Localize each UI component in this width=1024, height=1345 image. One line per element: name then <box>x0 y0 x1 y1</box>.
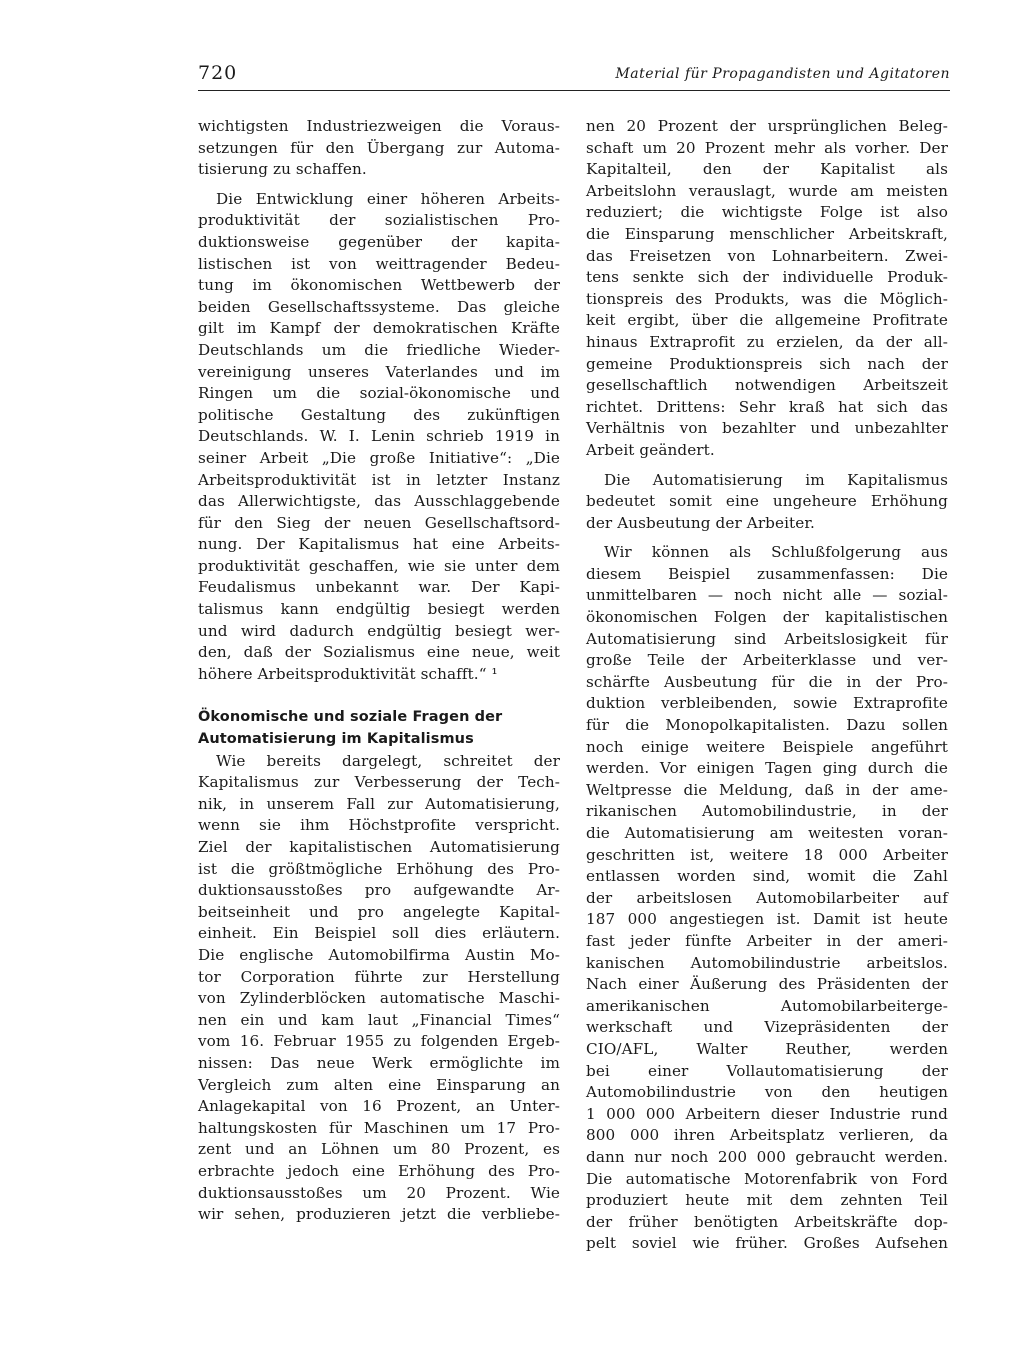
text-line: kanischen Automobilindustrie arbeitslos. <box>586 953 948 972</box>
text-line: einheit. Ein Beispiel soll dies erläutern. <box>198 924 560 943</box>
text-line: fast jeder fünfte Arbeiter in der ameri- <box>586 931 948 950</box>
text-line: Die englische Automobilfirma Austin Mo- <box>198 945 560 964</box>
text-line: Arbeit geändert. <box>586 440 715 459</box>
text-line: seiner Arbeit „Die große Initiative“: „Die <box>198 448 560 467</box>
text-line: duktionsausstoßes um 20 Prozent. Wie <box>198 1183 560 1202</box>
text-line: entlassen worden sind, womit die Zahl <box>586 867 948 886</box>
text-line: von Zylinderblöcken automatische Maschi- <box>198 989 560 1008</box>
text-line: amerikanischen Automobilarbeiterge- <box>586 996 948 1015</box>
text-line: produktivität geschaffen, wie sie unter dem <box>198 556 560 575</box>
paragraph <box>586 116 948 462</box>
text-line: und wird dadurch endgültig besiegt wer- <box>198 621 560 640</box>
text-line: 187 000 angestiegen ist. Damit ist heute <box>586 910 948 929</box>
text-line: Automatisierung sind Arbeitslosigkeit für <box>586 629 948 648</box>
heading-line: Automatisierung im Kapitalismus <box>198 731 474 748</box>
text-line: der früher benötigten Arbeitskräfte dop- <box>586 1212 948 1231</box>
text-line: Wir können als Schlußfolgerung aus <box>604 543 948 562</box>
text-line: tor Corporation führte zur Herstellung <box>198 967 560 986</box>
running-head: Material für Propagandisten und Agitatoren <box>615 66 950 82</box>
text-line: noch einige weitere Beispiele angeführt <box>586 737 948 756</box>
paragraph <box>586 470 948 535</box>
right-column <box>586 116 948 1255</box>
page-number: 720 <box>198 62 238 84</box>
text-line: die Automatisierung am weitesten voran- <box>586 824 948 842</box>
paragraph-gap <box>198 181 560 189</box>
text-line: tionspreis des Produkts, was die Möglich- <box>586 289 948 308</box>
text-line: der arbeitslosen Automobilarbeiter auf <box>586 888 948 907</box>
text-line: zent und an Löhnen um 80 Prozent, es <box>198 1140 560 1159</box>
text-line: große Teile der Arbeiterklasse und ver- <box>586 651 948 670</box>
text-line: tisierung zu schaffen. <box>198 160 367 179</box>
text-line: nissen: Das neue Werk ermöglichte im <box>198 1053 560 1072</box>
paragraph-gap <box>586 462 948 470</box>
text-line: rikanischen Automobilindustrie, in der <box>586 802 948 821</box>
heading-line: Ökonomische und soziale Fragen der <box>198 709 503 726</box>
text-line: wir sehen, produzieren jetzt die verbliebe- <box>198 1205 560 1224</box>
text-line: höhere Arbeitsproduktivität schafft.“ ¹ <box>198 664 498 683</box>
text-line: richtet. Drittens: Sehr kraß hat sich das <box>586 397 948 416</box>
text-line: produktivität der sozialistischen Pro- <box>198 211 560 230</box>
text-line: Feudalismus unbekannt war. Der Kapi- <box>198 578 560 597</box>
text-line: Vergleich zum alten eine Einsparung an <box>198 1075 560 1094</box>
paragraph <box>198 751 560 1226</box>
text-line: 800 000 ihren Arbeitsplatz verlieren, da <box>586 1126 948 1145</box>
left-column <box>198 116 560 1226</box>
text-line: das Freisetzen von Lohnarbeitern. Zwei- <box>586 246 948 265</box>
text-line: wichtigsten Industriezweigen die Voraus- <box>198 117 560 135</box>
text-line: Anlagekapital von 16 Prozent, an Unter- <box>198 1097 560 1116</box>
text-line: duktionsausstoßes pro aufgewandte Ar- <box>198 881 560 900</box>
text-line: gesellschaftlich notwendigen Arbeitszeit <box>586 376 948 395</box>
text-line: Ringen um die sozial-ökonomische und <box>198 384 560 403</box>
text-line: gemeine Produktionspreis sich nach der <box>586 354 948 373</box>
text-line: duktion verbleibenden, sowie Extraprofite <box>586 694 948 713</box>
text-line: Deutschlands. W. I. Lenin schrieb 1919 in <box>198 427 560 446</box>
text-line: diesem Beispiel zusammenfassen: Die <box>586 564 948 583</box>
text-line: pelt soviel wie früher. Großes Aufsehen <box>586 1234 948 1253</box>
text-line: dann nur noch 200 000 gebraucht werden. <box>586 1147 948 1166</box>
page-header <box>198 60 950 91</box>
text-line: Arbeitslohn verauslagt, wurde am meisten <box>586 181 948 200</box>
text-line: politische Gestaltung des zukünftigen <box>198 405 560 424</box>
text-line: ökonomischen Folgen der kapitalistischen <box>586 608 948 627</box>
text-line: haltungskosten für Maschinen um 17 Pro- <box>198 1118 560 1137</box>
text-line: gilt im Kampf der demokratischen Kräfte <box>198 319 560 338</box>
text-line: den, daß der Sozialismus eine neue, weit <box>198 643 560 662</box>
text-line: Automobilindustrie von den heutigen <box>586 1083 948 1102</box>
text-line: setzungen für den Übergang zur Automa- <box>198 138 560 157</box>
text-line: nung. Der Kapitalismus hat eine Arbeits- <box>198 535 560 554</box>
paragraph <box>198 116 560 181</box>
section-heading <box>198 707 560 750</box>
text-line: nen 20 Prozent der ursprünglichen Beleg- <box>586 117 948 135</box>
text-line: listischen ist von weittragender Bedeu- <box>198 254 560 273</box>
paragraph-gap <box>586 534 948 542</box>
text-line: geschritten ist, weitere 18 000 Arbeiter <box>586 845 948 864</box>
text-line: Verhältnis von bezahlter und unbezahlter <box>586 419 948 438</box>
text-line: Deutschlands um die friedliche Wieder- <box>198 340 560 359</box>
text-line: Kapitalteil, den der Kapitalist als <box>586 160 948 179</box>
text-line: CIO/AFL, Walter Reuther, werden <box>586 1039 948 1058</box>
text-line: erbrachte jedoch eine Erhöhung des Pro- <box>198 1161 560 1180</box>
text-line: vereinigung unseres Vaterlandes und im <box>198 362 560 381</box>
text-line: hinaus Extraprofit zu erzielen, da der all- <box>586 332 948 351</box>
text-line: schaft um 20 Prozent mehr als vorher. Der <box>586 138 948 157</box>
text-line: Nach einer Äußerung des Präsidenten der <box>586 975 948 994</box>
section-gap <box>198 685 560 707</box>
paragraph <box>198 189 560 686</box>
text-line: Die Entwicklung einer höheren Arbeits- <box>216 189 560 208</box>
text-line: die Einsparung menschlicher Arbeitskraft, <box>586 224 948 243</box>
text-line: keit ergibt, über die allgemeine Profitrate <box>586 311 948 330</box>
text-line: beiden Gesellschaftssysteme. Das gleiche <box>198 297 560 316</box>
text-line: talismus kann endgültig besiegt werden <box>198 600 560 619</box>
text-line: Ziel der kapitalistischen Automatisierung <box>198 838 560 856</box>
text-line: für die Monopolkapitalisten. Dazu sollen <box>586 716 948 735</box>
text-line: Kapitalismus zur Verbesserung der Tech- <box>198 773 560 792</box>
text-line: ist die größtmögliche Erhöhung des Pro- <box>198 859 560 878</box>
text-line: Weltpresse die Meldung, daß in der ame- <box>586 780 948 799</box>
text-line: für den Sieg der neuen Gesellschaftsord- <box>198 513 560 532</box>
text-line: wenn sie ihm Höchstprofite verspricht. <box>198 816 560 835</box>
text-line: duktionsweise gegenüber der kapita- <box>198 232 560 251</box>
text-line: werkschaft und Vizepräsidenten der <box>586 1018 948 1037</box>
text-line: Arbeitsproduktivität ist in letzter Instanz <box>198 470 560 489</box>
text-line: das Allerwichtigste, das Ausschlaggebende <box>198 492 560 511</box>
text-line: bei einer Vollautomatisierung der <box>586 1061 948 1080</box>
text-line: beitseinheit und pro angelegte Kapital- <box>198 902 560 921</box>
text-line: produziert heute mit dem zehnten Teil <box>586 1191 948 1210</box>
text-line: schärfte Ausbeutung für die in der Pro- <box>586 672 948 691</box>
text-line: Wie bereits dargelegt, schreitet der <box>216 751 560 770</box>
paragraph <box>586 542 948 1255</box>
text-line: tens senkte sich der individuelle Produk- <box>586 268 948 287</box>
text-line: der Ausbeutung der Arbeiter. <box>586 513 815 532</box>
text-line: 1 000 000 Arbeitern dieser Industrie rund <box>586 1104 948 1123</box>
text-line: reduziert; die wichtigste Folge ist also <box>586 203 948 222</box>
text-line: nik, in unserem Fall zur Automatisierung, <box>198 794 560 813</box>
text-line: vom 16. Februar 1955 zu folgenden Ergeb- <box>198 1032 560 1051</box>
text-line: Die Automatisierung im Kapitalismus <box>604 470 948 489</box>
text-line: bedeutet somit eine ungeheure Erhöhung <box>586 492 948 511</box>
text-line: werden. Vor einigen Tagen ging durch die <box>586 759 948 778</box>
text-line: tung im ökonomischen Wettbewerb der <box>198 276 560 295</box>
text-line: unmittelbaren — noch nicht alle — sozial- <box>586 586 948 605</box>
text-line: nen ein und kam laut „Financial Times“ <box>198 1010 560 1029</box>
text-line: Die automatische Motorenfabrik von Ford <box>586 1169 948 1188</box>
